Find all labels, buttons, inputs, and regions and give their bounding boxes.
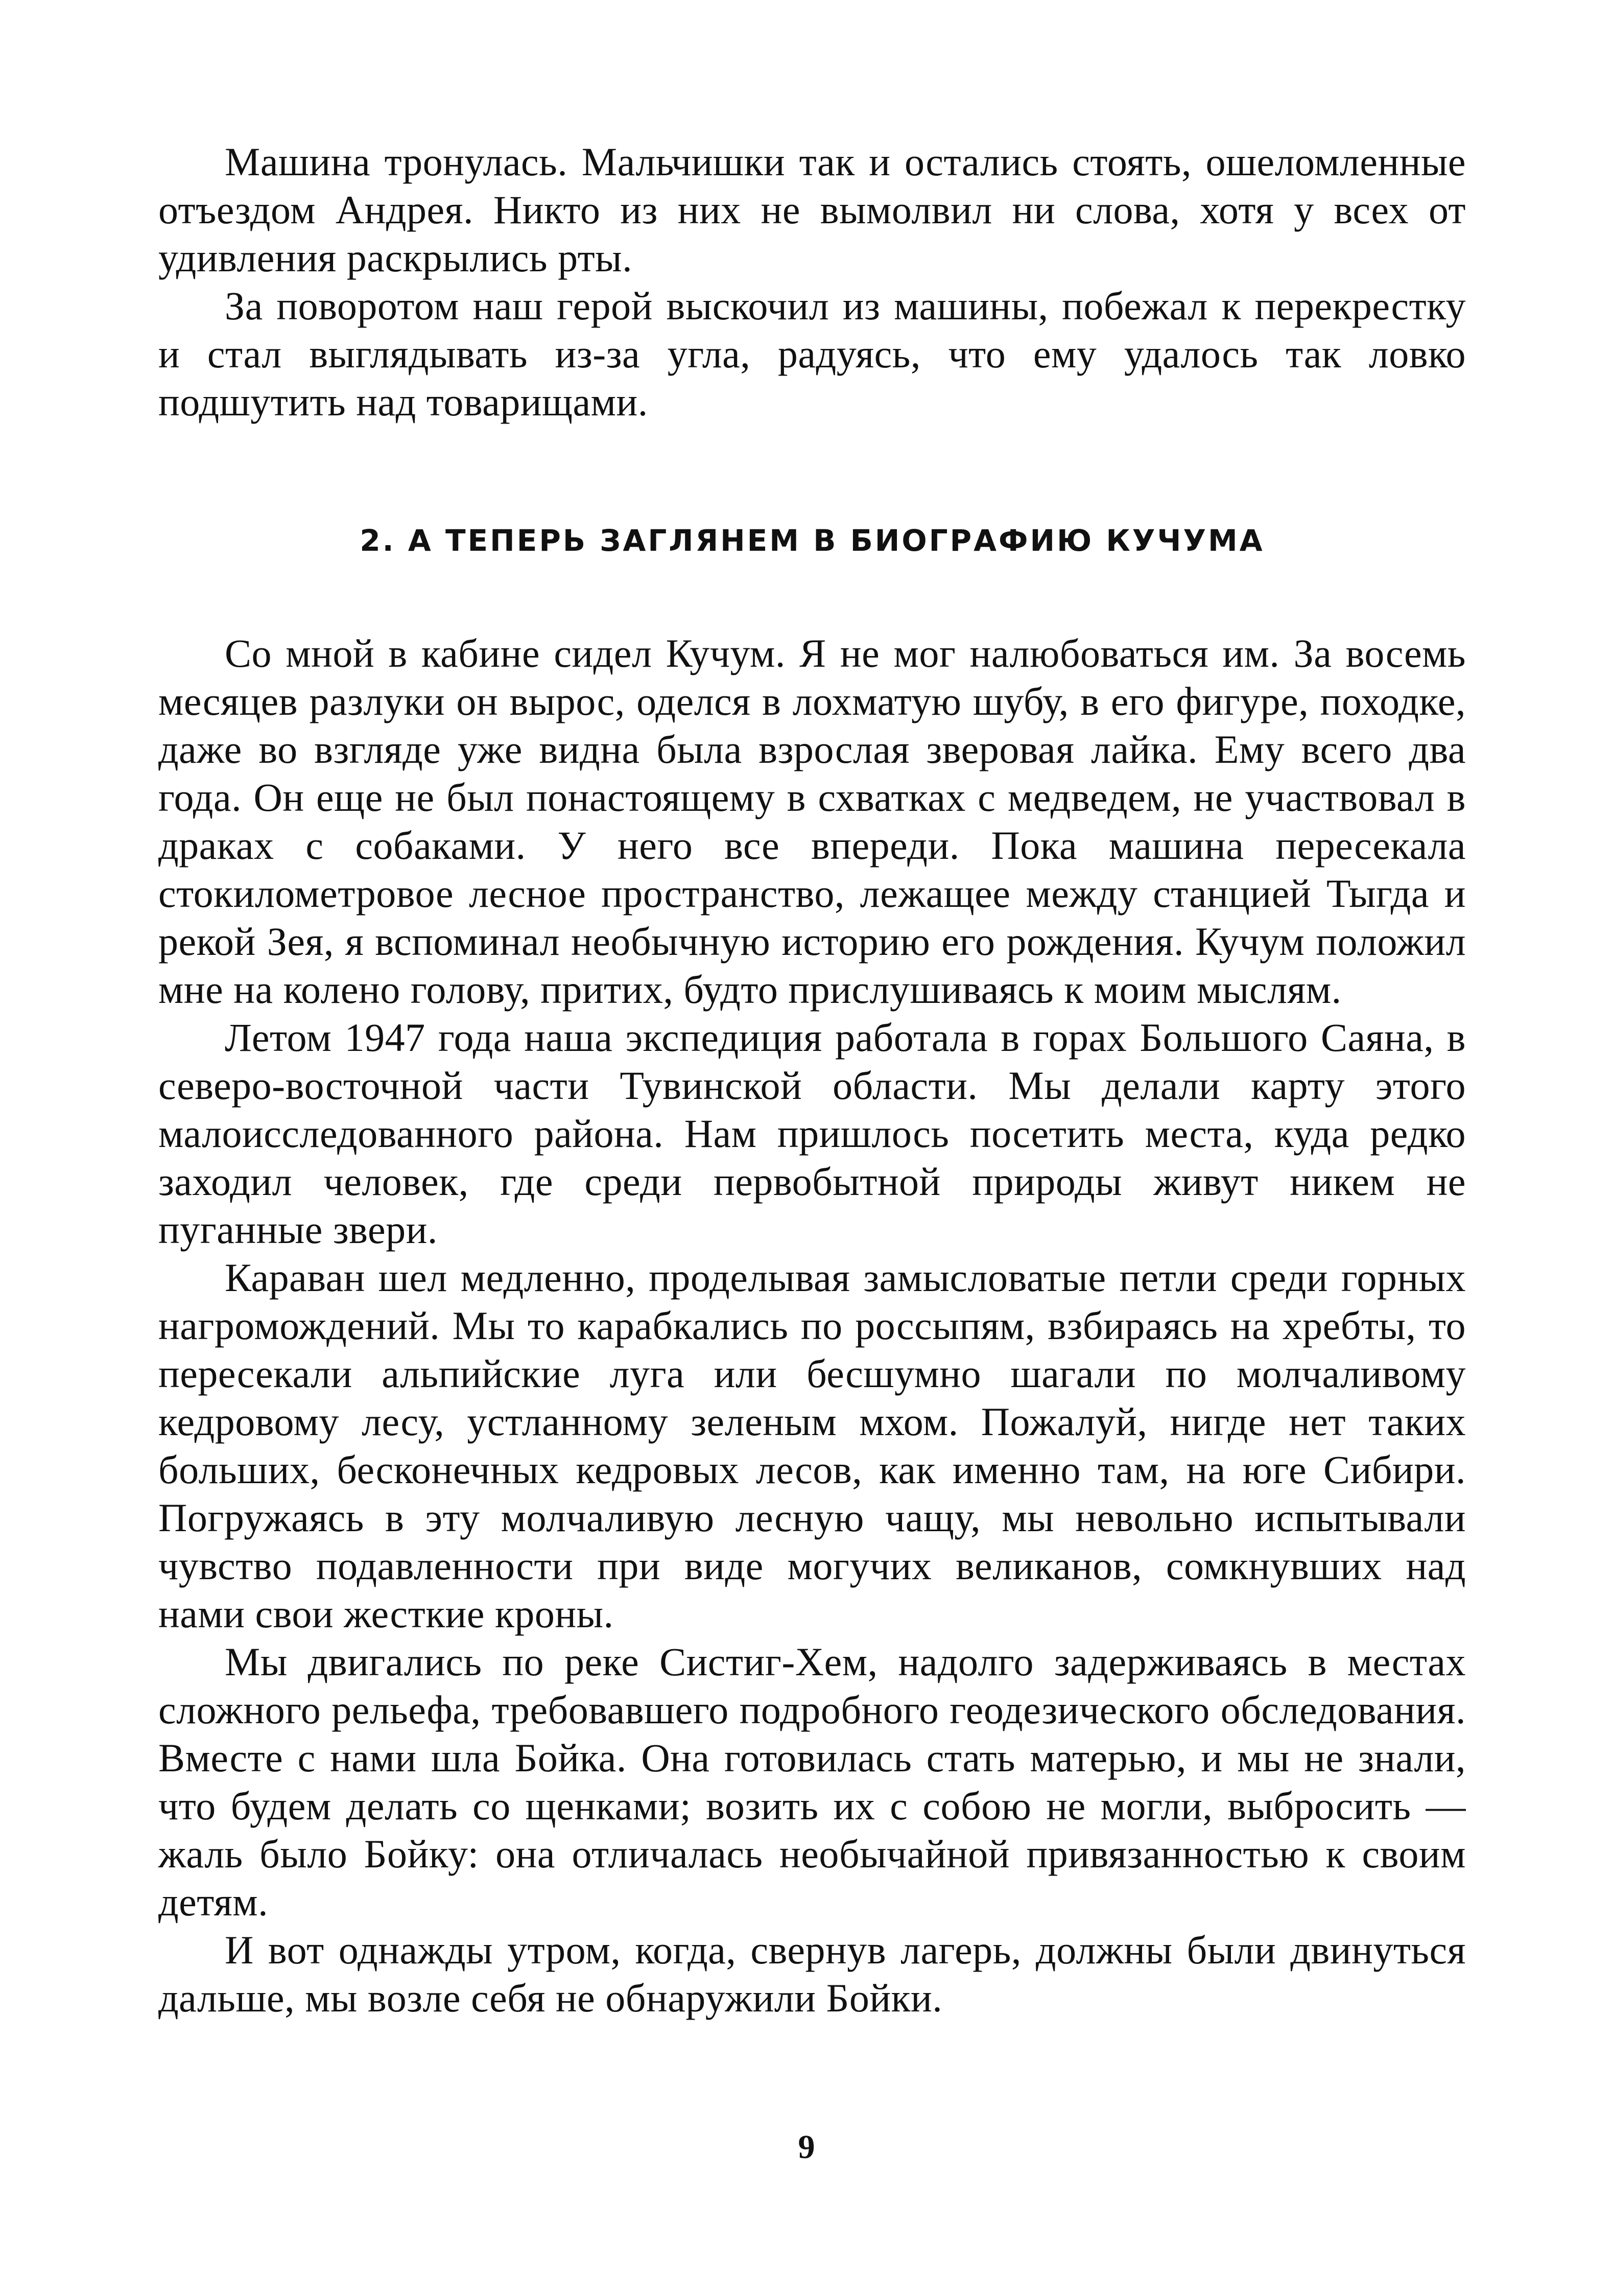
paragraph: Машина тронулась. Мальчишки так и остались стоять, ошеломленные отъездом Андрея. Никто из них не вымолвил ни слова, хотя у всех от удивления раскрылись рты. [158, 139, 1466, 280]
paragraph: Летом 1947 года наша экспедиция работала в горах Большого Саяна, в северо-восточной части Тувинской области. Мы делали карту этого малоисследованного района. Нам пришлось посетить места, куда редко заходил человек, где среди первобытной природы живут никем не пуганные звери. [158, 1015, 1466, 1252]
paragraph: Мы двигались по реке Систиг-Хем, надолго задерживаясь в местах сложного рельефа, требовавшего подробного геодезического обследования. Вместе с нами шла Бойка. Она готовилась стать матерью, и мы не знали, что будем делать со щенками; возить их с собою не могли, выбросить — жаль было Бойку: она отличалась необычайной привязанностью к своим детям. [158, 1639, 1466, 1924]
page-number: 9 [798, 2128, 815, 2166]
book-page [158, 138, 1466, 2022]
paragraph: Со мной в кабине сидел Кучум. Я не мог налюбоваться им. За восемь месяцев разлуки он вырос, оделся в лохматую шубу, в его фигуре, походке, даже во взгляде уже видна была взрослая зверовая лайка. Ему всего два года. Он еще не был понастоящему в схватках с медведем, не участвовал в драках с собаками. У него все впереди. Пока машина пересекала стокилометровое лесное пространство, лежащее между станцией Тыгда и рекой Зея, я вспоминал необычную историю его рождения. Кучум положил мне на колено голову, притих, будто прислушиваясь к моим мыслям. [158, 631, 1466, 1012]
intro-text [158, 138, 1466, 426]
paragraph: И вот однажды утром, когда, свернув лагерь, должны были двинуться дальше, мы возле себя не обнаружили Бойки. [158, 1928, 1466, 2020]
section-text [158, 629, 1466, 2022]
paragraph: Караван шел медленно, проделывая замысловатые петли среди горных нагромождений. Мы то карабкались по россыпям, взбираясь на хребты, то пересекали альпийские луга или бесшумно шагали по молчаливому кедровому лесу, устланному зеленым мхом. Пожалуй, нигде нет таких больших, бесконечных кедровых лесов, как именно там, на юге Сибири. Погружаясь в эту молчаливую лесную чащу, мы невольно испытывали чувство подавленности при виде могучих великанов, сомкнувших над нами свои жесткие кроны. [158, 1255, 1466, 1636]
paragraph: За поворотом наш герой выскочил из машины, побежал к перекрестку и стал выглядывать из-за угла, радуясь, что ему удалось так ловко подшутить над товарищами. [158, 284, 1466, 424]
section-heading: 2. А ТЕПЕРЬ ЗАГЛЯНЕМ В БИОГРАФИЮ КУЧУМА [360, 523, 1265, 558]
